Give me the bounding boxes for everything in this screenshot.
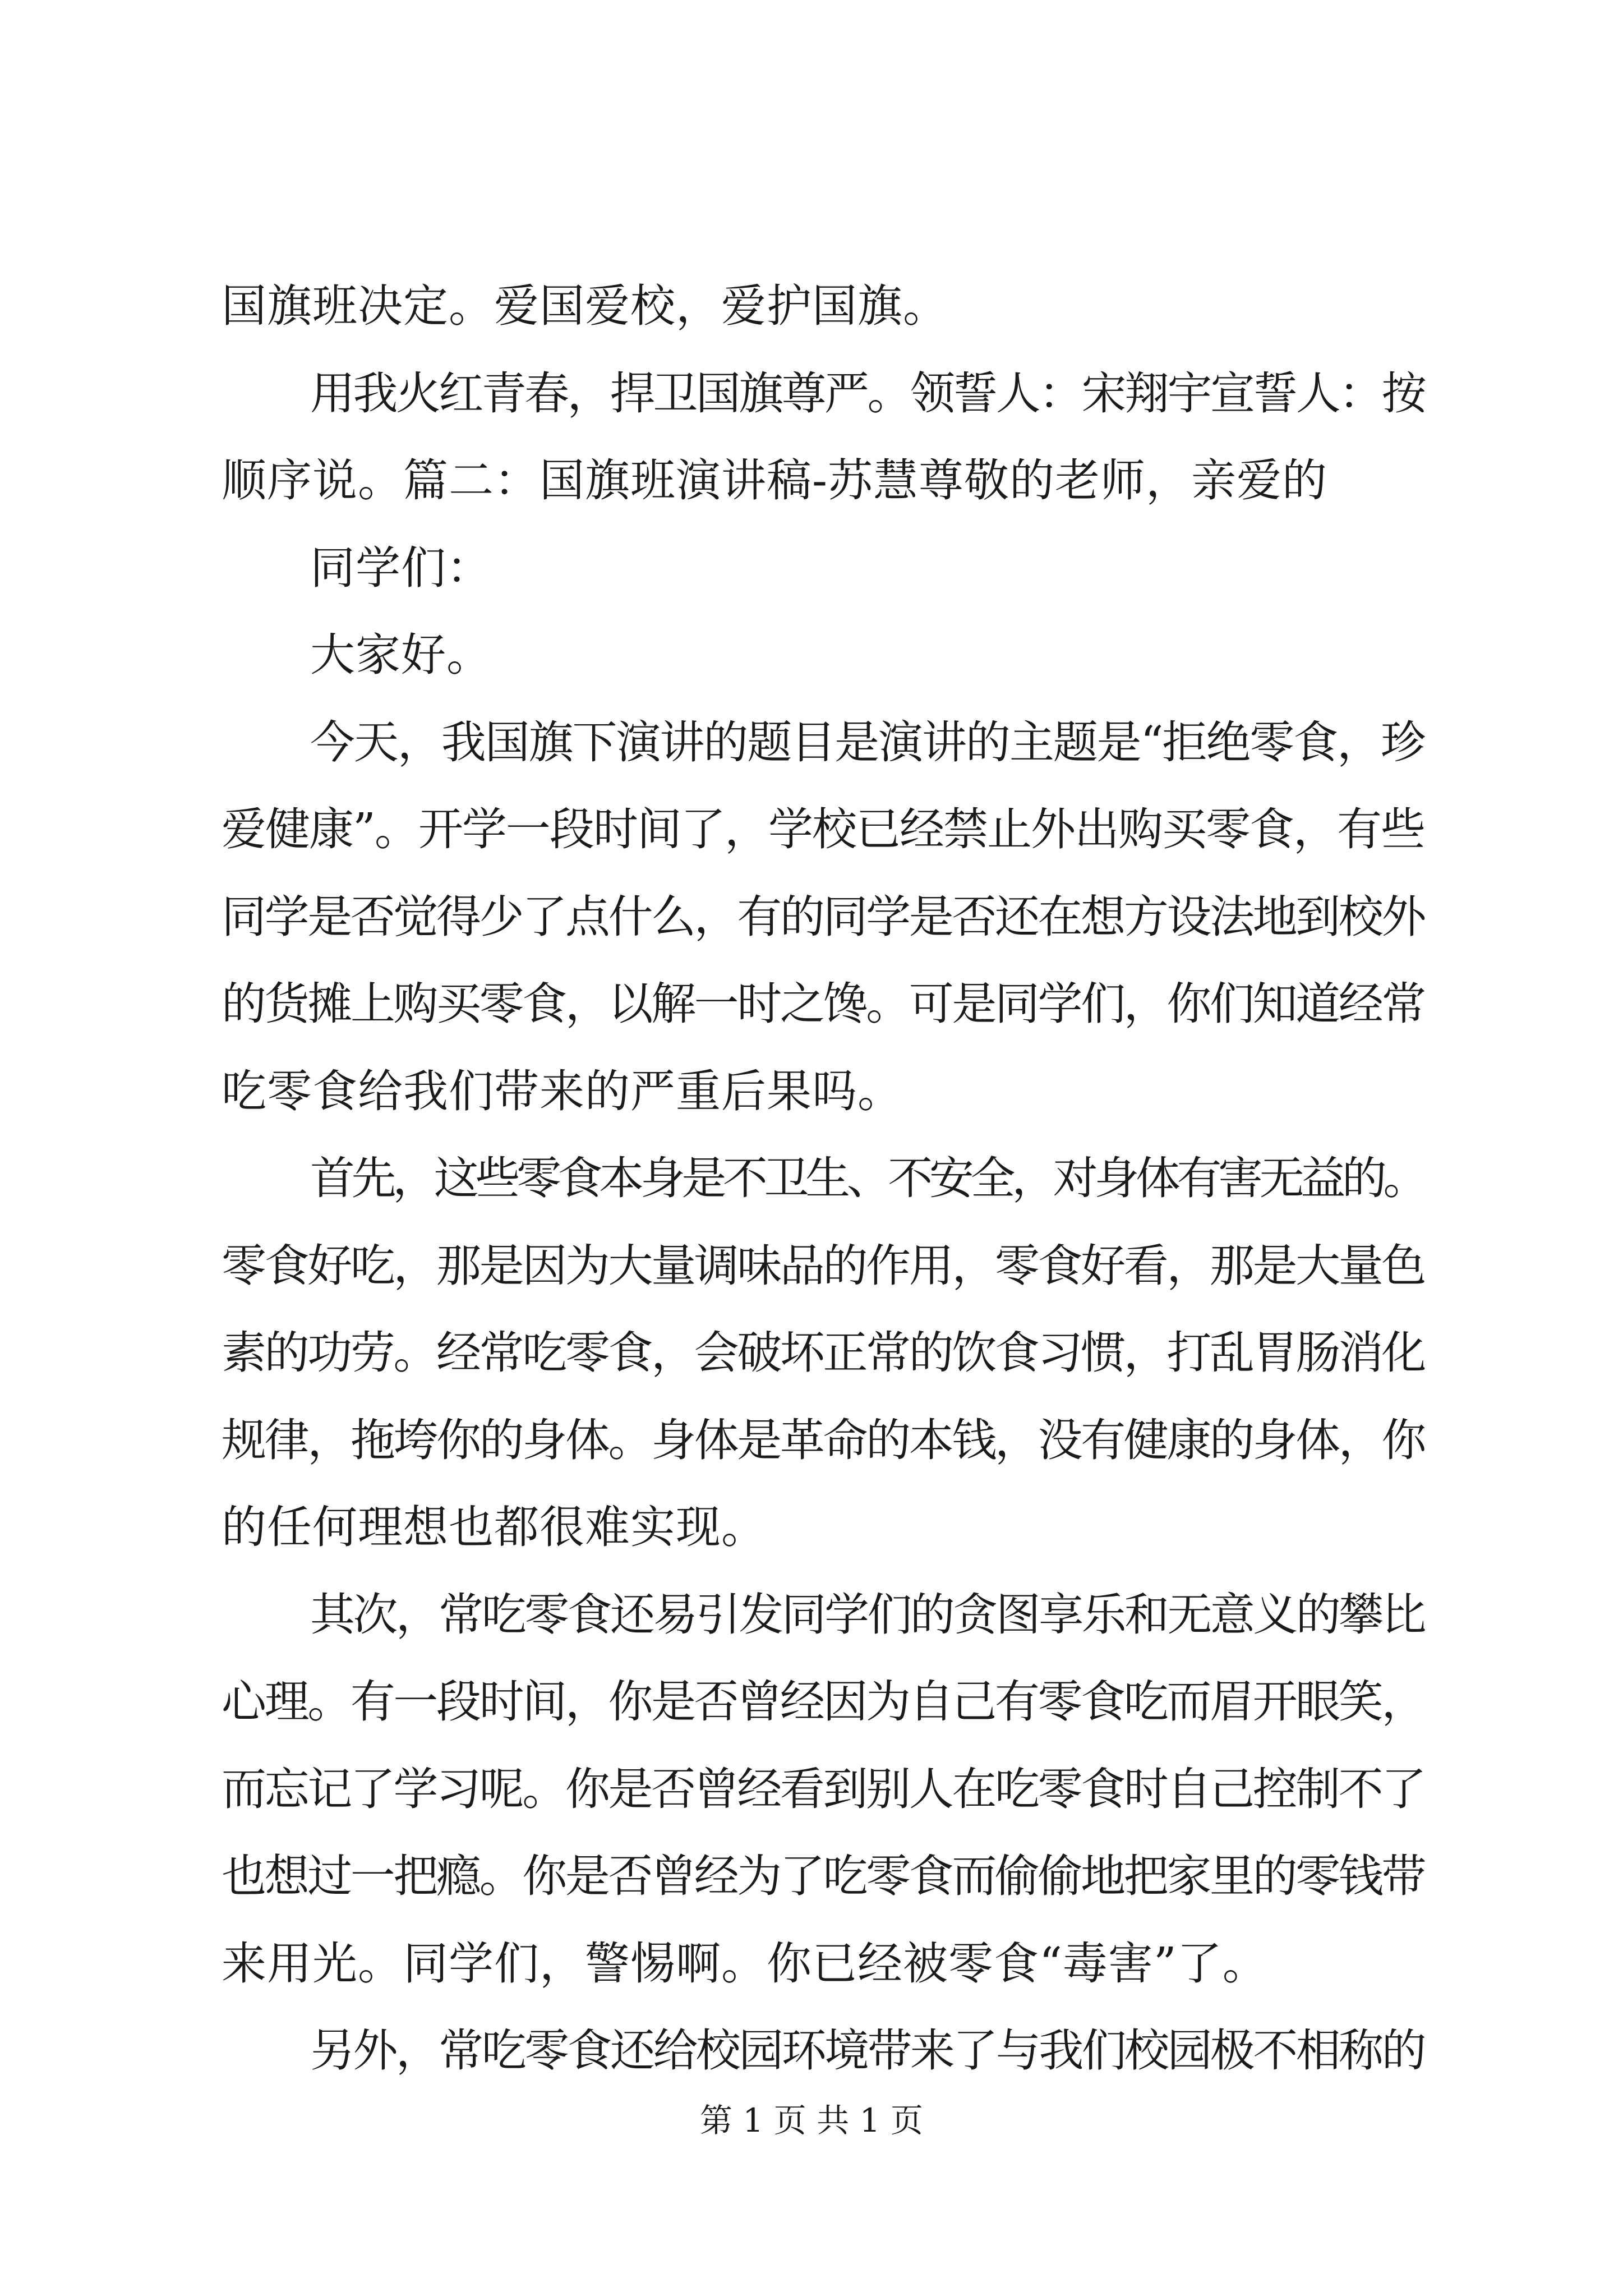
text-line: 素的功劳。经常吃零食，会破坏正常的饮食习惯，打乱胃肠消化 bbox=[222, 1327, 1424, 1379]
text-line: 首先，这些零食本身是不卫生、不安全，对身体有害无益的。 bbox=[310, 1152, 1424, 1204]
text-line: 其次，常吃零食还易引发同学们的贪图享乐和无意义的攀比 bbox=[310, 1588, 1424, 1641]
text-line: 爱健康”。开学一段时间了，学校已经禁止外出购买零食，有些 bbox=[222, 803, 1424, 855]
page-number-label: 第 1 页 共 1 页 bbox=[700, 2101, 923, 2139]
text-line: 规律，拖垮你的身体。身体是革命的本钱，没有健康的身体，你 bbox=[222, 1414, 1424, 1466]
text-line: 的任何理想也都很难实现。 bbox=[222, 1501, 767, 1553]
text-line: 零食好吃，那是因为大量调味品的作用，零食好看，那是大量色 bbox=[222, 1239, 1424, 1292]
text-line: 今天，我国旗下演讲的题目是演讲的主题是“拒绝零食，珍 bbox=[310, 716, 1424, 769]
text-line: 国旗班决定。爱国爱校，爱护国旗。 bbox=[222, 280, 948, 332]
text-line: 也想过一把瘾。你是否曾经为了吃零食而偷偷地把家里的零钱带 bbox=[222, 1850, 1424, 1902]
text-line: 的货摊上购买零食，以解一时之馋。可是同学们，你们知道经常 bbox=[222, 978, 1424, 1030]
text-line: 顺序说。篇二：国旗班演讲稿-苏慧尊敬的老师，亲爱的 bbox=[222, 454, 1328, 507]
text-line: 同学们： bbox=[310, 541, 492, 594]
page-footer bbox=[0, 2098, 1623, 2143]
text-line: 另外，常吃零食还给校园环境带来了与我们校园极不相称的 bbox=[310, 2024, 1424, 2077]
text-line: 大家好。 bbox=[310, 629, 492, 681]
text-line: 同学是否觉得少了点什么，有的同学是否还在想方设法地到校外 bbox=[222, 890, 1424, 943]
text-line: 心理。有一段时间，你是否曾经因为自己有零食吃而眉开眼笑， bbox=[222, 1676, 1424, 1728]
text-line: 用我火红青春，捍卫国旗尊严。领誓人：宋翔宇宣誓人：按 bbox=[310, 367, 1424, 420]
document-body bbox=[222, 263, 1424, 2095]
text-line: 来用光。同学们，警惕啊。你已经被零食“毒害”了。 bbox=[222, 1937, 1268, 1990]
text-line: 吃零食给我们带来的严重后果吗。 bbox=[222, 1065, 903, 1117]
text-line: 而忘记了学习呢。你是否曾经看到别人在吃零食时自己控制不了 bbox=[222, 1763, 1424, 1815]
